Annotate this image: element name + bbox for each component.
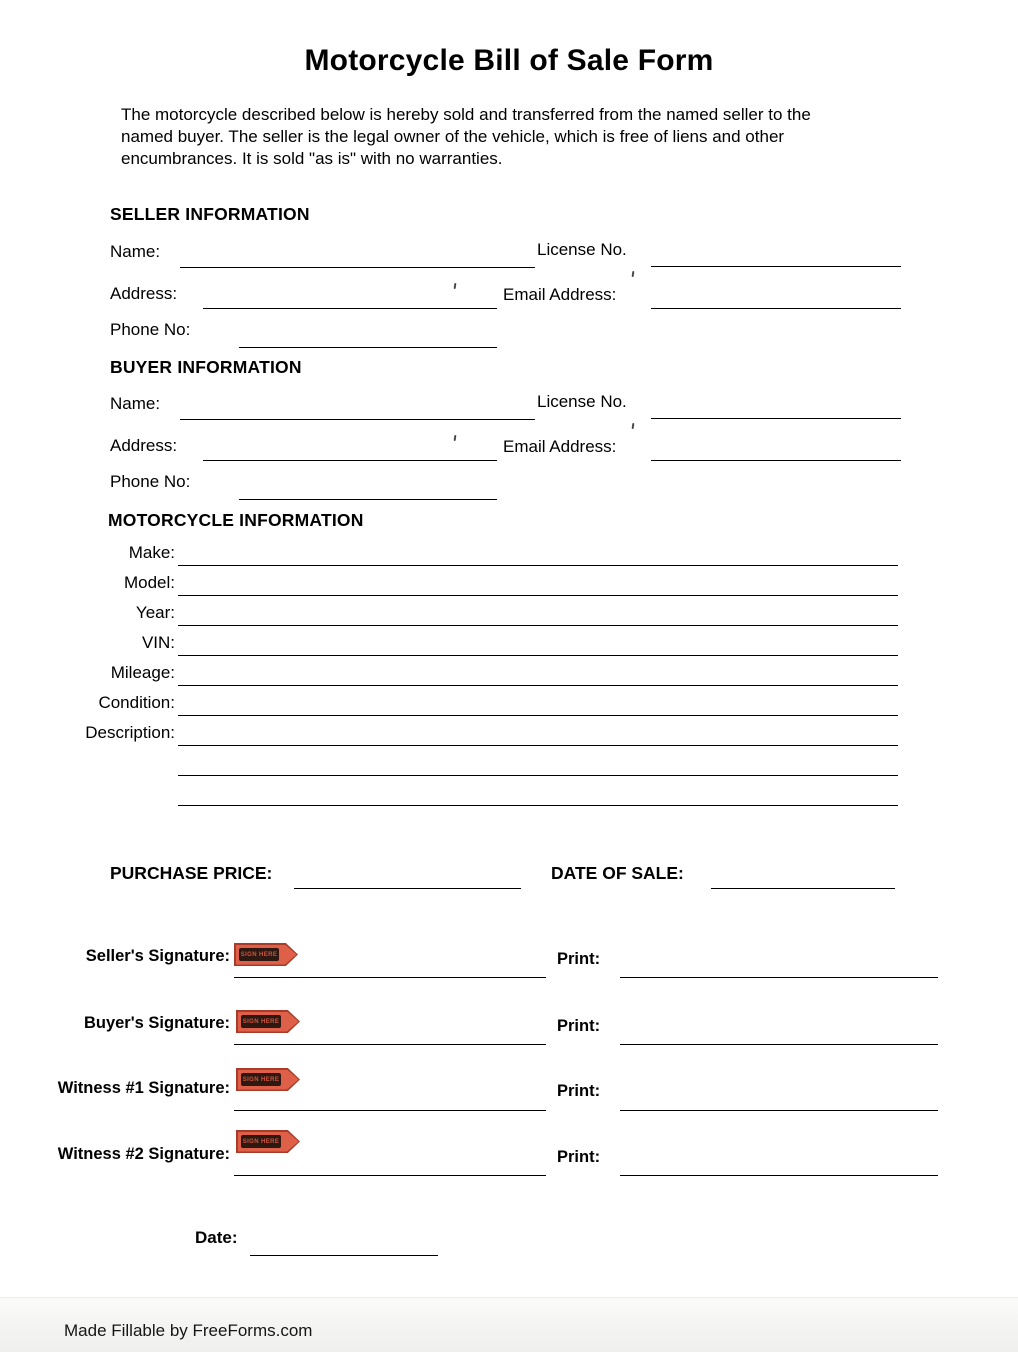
date-input[interactable] (250, 1255, 438, 1256)
stray-mark (632, 423, 635, 429)
sign-here-badge[interactable] (236, 1068, 300, 1091)
year-input[interactable] (178, 625, 898, 626)
stray-mark (632, 271, 635, 277)
motorcycle-section-heading: MOTORCYCLE INFORMATION (108, 510, 364, 530)
buyer-name-input[interactable] (180, 419, 535, 420)
witness1-print-label: Print: (557, 1082, 601, 1100)
intro-line-3: encumbrances. It is sold "as is" with no warranties. (121, 149, 503, 168)
seller-email-input[interactable] (651, 308, 901, 309)
witness1-signature-input[interactable] (234, 1110, 546, 1111)
date-of-sale-label: DATE OF SALE: (551, 863, 684, 883)
witness2-print-label: Print: (557, 1148, 601, 1166)
intro-line-2: named buyer. The seller is the legal owner of the vehicle, which is free of liens and other (121, 127, 785, 146)
buyer-email-label: Email Address: (503, 437, 617, 456)
witness2-print-input[interactable] (620, 1175, 938, 1176)
seller-section-heading: SELLER INFORMATION (110, 204, 310, 224)
purchase-price-label: PURCHASE PRICE: (110, 863, 273, 883)
buyer-section-heading: BUYER INFORMATION (110, 357, 302, 377)
buyer-phone-label: Phone No: (110, 472, 191, 491)
buyer-print-label: Print: (557, 1017, 601, 1035)
buyer-phone-input[interactable] (239, 499, 497, 500)
intro-line-1: The motorcycle described below is hereby sold and transferred from the named seller to the (121, 105, 811, 124)
date-of-sale-input[interactable] (711, 888, 895, 889)
description-label: Description: (85, 723, 175, 742)
witness1-print-input[interactable] (620, 1110, 938, 1111)
sign-here-badge[interactable] (234, 943, 298, 966)
sign-here-badge-text: SIGN HERE (239, 948, 279, 961)
sign-here-badge-text: SIGN HERE (241, 1135, 281, 1148)
page-title: Motorcycle Bill of Sale Form (304, 44, 714, 77)
seller-phone-label: Phone No: (110, 320, 191, 339)
witness2-signature-input[interactable] (234, 1175, 546, 1176)
sign-here-badge[interactable] (236, 1130, 300, 1153)
mileage-input[interactable] (178, 685, 898, 686)
make-input[interactable] (178, 565, 898, 566)
sign-here-badge-text: SIGN HERE (241, 1073, 281, 1086)
seller-license-input[interactable] (651, 266, 901, 267)
purchase-price-input[interactable] (294, 888, 521, 889)
buyer-signature-label: Buyer's Signature: (83, 1014, 230, 1032)
footer-credit-text: Made Fillable by FreeForms.com (64, 1321, 313, 1340)
witness2-signature-label: Witness #2 Signature: (57, 1145, 230, 1163)
description-input-line-1[interactable] (178, 745, 898, 746)
mileage-label: Mileage: (110, 663, 175, 682)
sign-here-badge[interactable] (236, 1010, 300, 1033)
buyer-address-input[interactable] (203, 460, 497, 461)
seller-address-input[interactable] (203, 308, 497, 309)
seller-name-input[interactable] (180, 267, 535, 268)
buyer-license-label: License No. (537, 392, 627, 411)
seller-print-input[interactable] (620, 977, 938, 978)
buyer-signature-input[interactable] (234, 1044, 546, 1045)
vin-input[interactable] (178, 655, 898, 656)
buyer-license-input[interactable] (651, 418, 901, 419)
description-input-line-3[interactable] (178, 805, 898, 806)
seller-print-label: Print: (557, 950, 601, 968)
condition-input[interactable] (178, 715, 898, 716)
seller-email-label: Email Address: (503, 285, 617, 304)
stray-mark (454, 435, 457, 441)
sign-here-badge-text: SIGN HERE (241, 1015, 281, 1028)
vin-label: VIN: (141, 633, 175, 652)
seller-name-label: Name: (110, 242, 161, 261)
year-label: Year: (135, 603, 175, 622)
seller-phone-input[interactable] (239, 347, 497, 348)
witness1-signature-label: Witness #1 Signature: (57, 1079, 230, 1097)
seller-license-label: License No. (537, 240, 627, 259)
seller-signature-input[interactable] (234, 977, 546, 978)
model-input[interactable] (178, 595, 898, 596)
condition-label: Condition: (98, 693, 175, 712)
model-label: Model: (123, 573, 175, 592)
buyer-address-label: Address: (110, 436, 178, 455)
seller-address-label: Address: (110, 284, 178, 303)
buyer-name-label: Name: (110, 394, 161, 413)
date-label: Date: (195, 1228, 238, 1247)
seller-signature-label: Seller's Signature: (85, 947, 230, 965)
make-label: Make: (128, 543, 175, 562)
description-input-line-2[interactable] (178, 775, 898, 776)
stray-mark (454, 283, 457, 289)
buyer-print-input[interactable] (620, 1044, 938, 1045)
buyer-email-input[interactable] (651, 460, 901, 461)
